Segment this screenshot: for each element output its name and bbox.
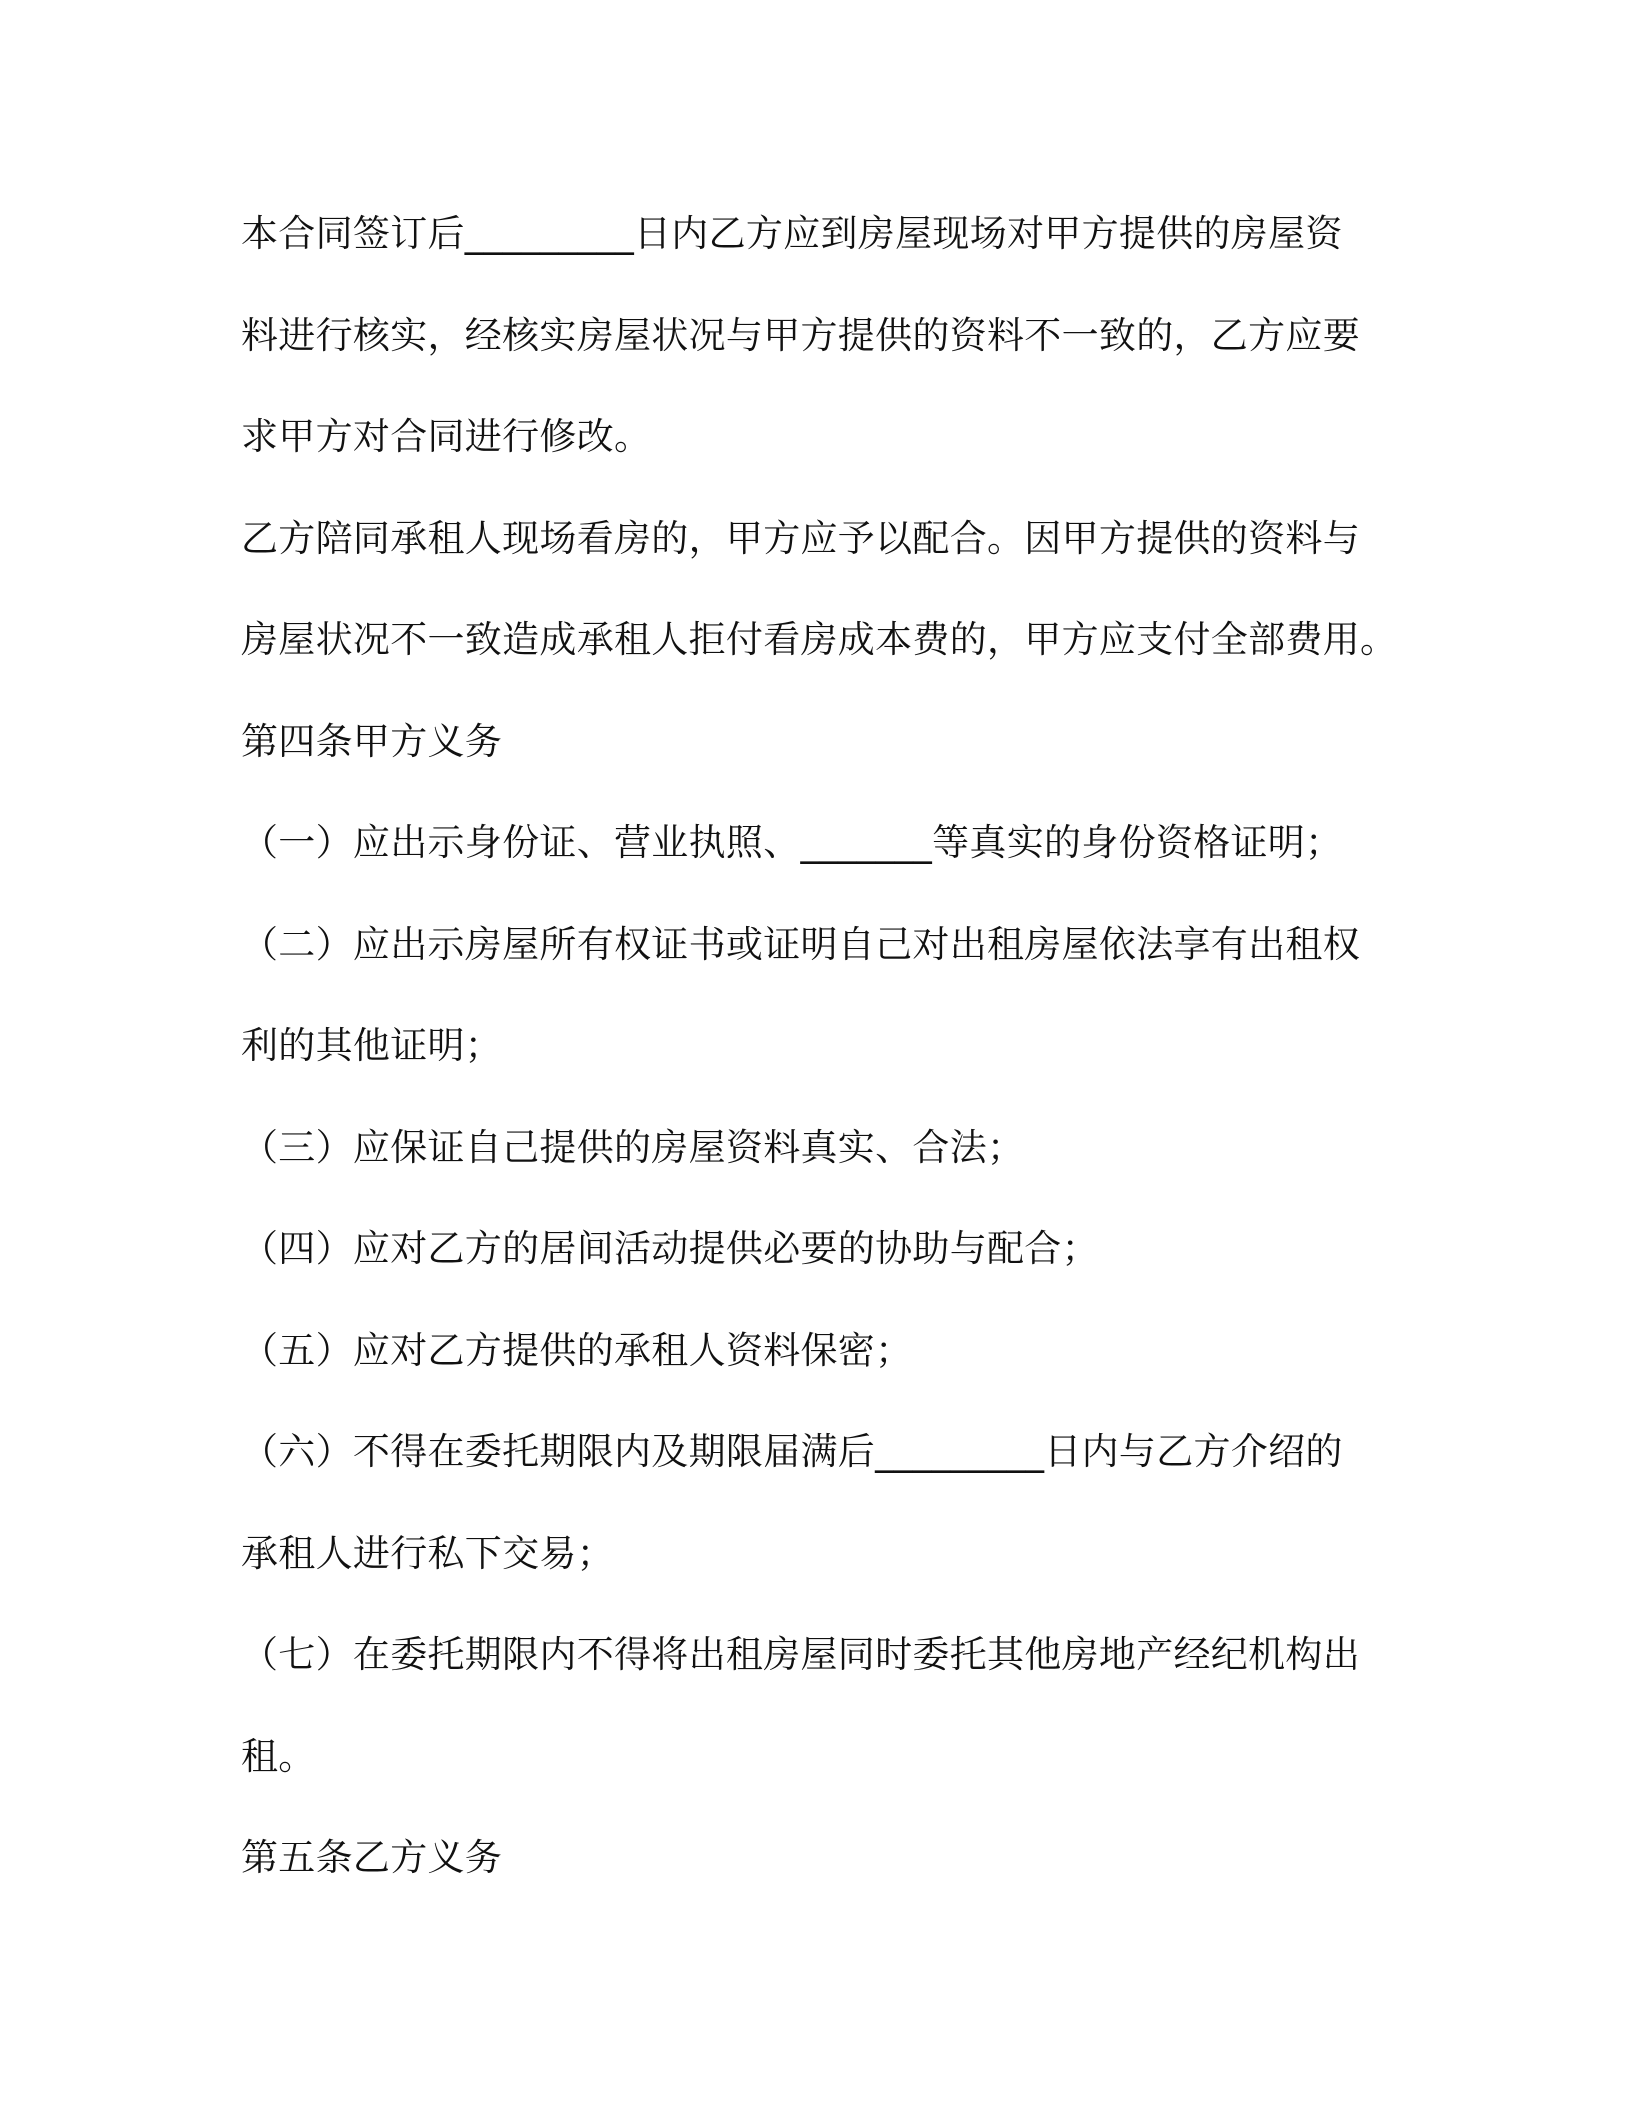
section-heading: 第四条甲方义务 — [241, 719, 503, 763]
paragraph-line: 求甲方对合同进行修改。 — [241, 415, 652, 458]
paragraph-line: 本合同签订后_________日内乙方应到房屋现场对甲方提供的房屋资 — [241, 212, 1343, 255]
paragraph-line: 房屋状况不一致造成承租人拒付看房成本费的，甲方应支付全部费用。 — [241, 618, 1398, 661]
list-item: （四）应对乙方的居间活动提供必要的协助与配合； — [241, 1227, 1099, 1270]
list-item: （三）应保证自己提供的房屋资料真实、合法； — [241, 1125, 1025, 1169]
list-item-continuation: 利的其他证明； — [241, 1024, 503, 1067]
list-item: （七）在委托期限内不得将出租房屋同时委托其他房地产经纪机构出 — [241, 1633, 1360, 1676]
list-item: （二）应出示房屋所有权证书或证明自己对出租房屋依法享有出租权 — [241, 922, 1360, 966]
paragraph-line: 乙方陪同承租人现场看房的，甲方应予以配合。因甲方提供的资料与 — [241, 516, 1360, 560]
document-body — [241, 183, 1401, 1909]
list-item-continuation: 租。 — [241, 1734, 316, 1778]
list-item-continuation: 承租人进行私下交易； — [241, 1531, 614, 1575]
section-heading: 第五条乙方义务 — [241, 1836, 503, 1879]
paragraph-line: 料进行核实，经核实房屋状况与甲方提供的资料不一致的，乙方应要 — [241, 313, 1360, 357]
list-item: （六）不得在委托期限内及期限届满后_________日内与乙方介绍的 — [241, 1430, 1343, 1473]
list-item: （五）应对乙方提供的承租人资料保密； — [241, 1328, 913, 1372]
list-item: （一）应出示身份证、营业执照、_______等真实的身份资格证明； — [241, 821, 1343, 864]
